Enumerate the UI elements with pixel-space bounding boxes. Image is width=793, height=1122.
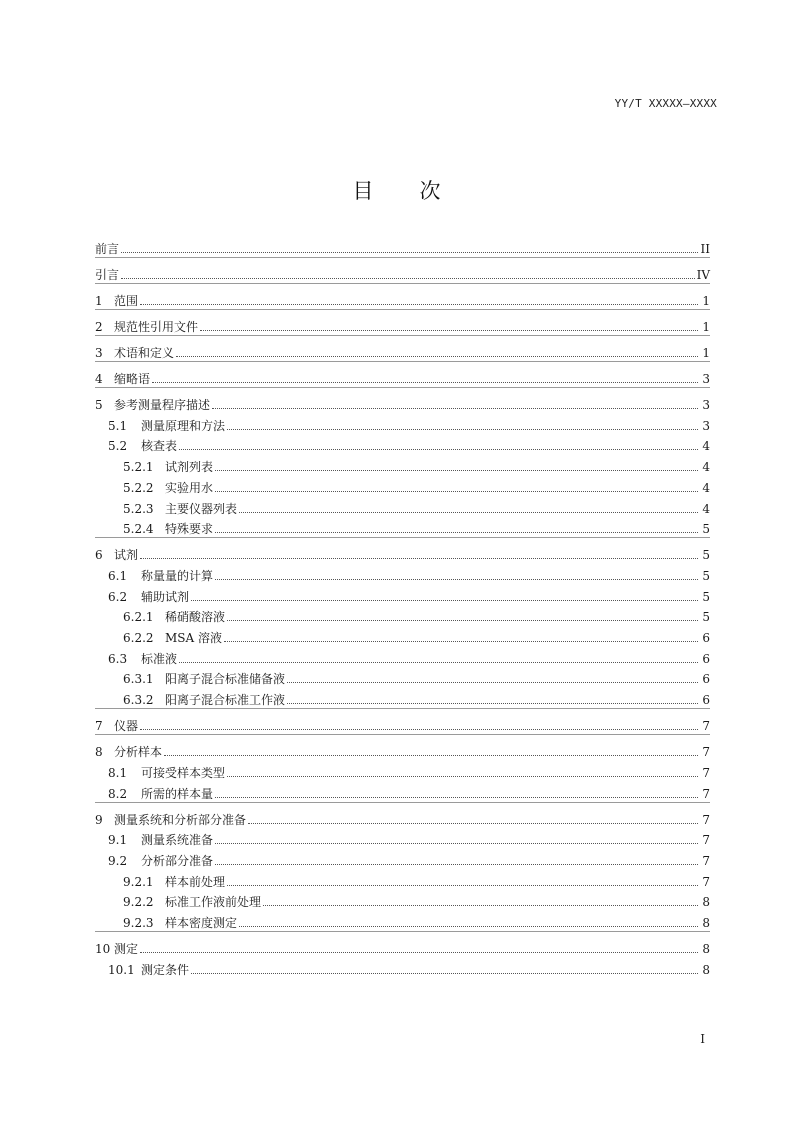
dot-leader [140,557,698,559]
dot-leader [227,619,698,621]
toc-entry-page: 8 [702,916,710,930]
toc-entry[interactable] [95,765,710,781]
toc-separator [95,387,710,388]
toc-entry-page: 1 [702,346,710,360]
toc-entry-label: 前言 [95,242,120,256]
toc-entry-page: 3 [702,398,710,412]
dot-leader [287,681,698,683]
toc-entry-number: 10 [95,942,111,956]
toc-entry-number: 8 [95,745,103,760]
toc-entry-page: 5 [702,522,710,537]
toc-entry-number: 9.2.3 [123,916,154,930]
toc-entry-page: 6 [702,631,710,645]
toc-entry-label: 试剂 [114,548,139,563]
title-char-2: 次 [419,179,441,203]
toc-entry-number: 6.3.2 [123,693,154,708]
toc-entry[interactable] [95,241,710,257]
toc-separator [95,802,710,803]
toc-separator [95,283,710,284]
toc-entry-page: 7 [702,745,710,760]
toc-entry-page: 4 [702,439,710,454]
dot-leader [191,599,698,601]
dot-leader [287,702,698,704]
toc-entry-label: 分析部分准备 [141,853,214,868]
toc-entry-number: 2 [95,320,103,334]
toc-entry-page: 7 [702,874,710,889]
toc-separator [95,309,710,310]
page-title [0,175,793,205]
dot-leader [239,511,698,513]
dot-leader [179,661,698,663]
title-char-1: 目 [352,179,374,203]
toc-separator [95,361,710,362]
toc-entry-label: 规范性引用文件 [114,320,199,334]
toc-entry-number: 6.3 [108,651,128,666]
dot-leader [215,578,698,580]
toc-entry-page: 3 [702,418,710,433]
toc-entry-label: 称量量的计算 [141,568,214,583]
toc-entry-number: 6 [95,548,103,563]
dot-leader [140,728,698,730]
toc-entry-label: 引言 [95,268,120,282]
toc-entry-label: 参考测量程序描述 [114,398,211,412]
toc-entry-number: 6.1 [108,568,128,583]
toc-entry-number: 4 [95,372,103,386]
dot-leader [224,640,698,642]
toc-entry-page: 4 [702,460,710,475]
toc-entry-page: 3 [702,372,710,386]
toc-entry-label: 试剂列表 [165,460,214,475]
dot-leader [152,381,698,383]
dot-leader [227,775,698,777]
toc-entry-page: 7 [702,719,710,734]
toc-entry-label: 样本前处理 [165,874,226,889]
toc-entry-page: 5 [702,589,710,604]
toc-entry-page: 1 [702,320,710,334]
dot-leader [191,972,698,974]
toc-entry-label: 测量原理和方法 [141,418,226,433]
toc-entry-page: 5 [702,610,710,625]
toc-entry-label: 术语和定义 [114,346,175,360]
toc-entry-label: 阳离子混合标准储备液 [165,672,286,687]
dot-leader [140,951,698,953]
toc-entry[interactable] [95,812,710,828]
dot-leader [164,754,698,756]
toc-entry-label: 特殊要求 [165,522,214,537]
dot-leader [200,329,698,331]
dot-leader [215,531,698,533]
toc-entry-label: 核查表 [141,439,178,454]
toc-entry-page: 8 [702,962,710,977]
toc-entry-page: 7 [702,833,710,848]
toc-entry[interactable] [95,915,710,931]
page-number: I [700,1032,705,1046]
toc-separator [95,931,710,932]
toc-entry[interactable] [95,853,710,869]
toc-entry[interactable] [95,501,710,517]
toc-separator [95,734,710,735]
toc-entry-label: 测量系统准备 [141,833,214,848]
toc-entry[interactable] [95,589,710,605]
toc-entry-label: 缩略语 [114,372,151,386]
toc-entry-label: 测定 [114,942,139,956]
toc-entry-number: 7 [95,719,103,734]
toc-entry-label: 辅助试剂 [141,589,190,604]
toc-entry-page: 7 [702,812,710,827]
dot-leader [212,407,698,409]
toc-entry[interactable] [95,319,710,335]
toc-entry[interactable] [95,459,710,475]
toc-separator [95,335,710,336]
toc-entry[interactable] [95,744,710,760]
toc-entry-number: 8.2 [108,786,128,801]
toc-entry-label: 范围 [114,294,139,308]
toc-entry[interactable] [95,630,710,646]
toc-entry-page: 7 [702,853,710,868]
toc-entry[interactable] [95,397,710,413]
dot-leader [227,428,698,430]
toc-entry-number: 1 [95,294,103,308]
dot-leader [248,822,698,824]
dot-leader [215,469,698,471]
toc-entry-number: 5 [95,398,103,412]
toc-entry-number: 9.2.1 [123,874,154,889]
toc-entry-label: 标准液 [141,651,178,666]
toc-entry-number: 6.2.2 [123,631,154,645]
toc-entry[interactable] [95,941,710,957]
toc-entry-label: 可接受样本类型 [141,765,226,780]
toc-entry-page: 8 [702,942,710,956]
toc-entry[interactable] [95,718,710,734]
toc-entry-page: 1 [702,294,710,308]
toc-separator [95,537,710,538]
toc-entry-label: 测量系统和分析部分准备 [114,812,247,827]
dot-leader [227,884,698,886]
toc-entry-label: MSA 溶液 [165,631,222,645]
toc-entry-number: 9.1 [108,833,128,848]
toc-entry[interactable] [95,438,710,454]
toc-entry-number: 5.2.2 [123,480,154,495]
toc-entry[interactable] [95,568,710,584]
toc-entry-page: 6 [702,693,710,708]
toc-entry-page: 4 [702,501,710,516]
toc-entry-number: 5.2.1 [123,460,154,475]
toc-entry[interactable] [95,480,710,496]
toc-entry-page: 7 [702,765,710,780]
toc-entry[interactable] [95,609,710,625]
dot-leader [121,251,698,253]
dot-leader [140,303,698,305]
toc-separator [95,257,710,258]
toc-entry[interactable] [95,894,710,910]
toc-entry-label: 样本密度测定 [165,916,238,930]
dot-leader [239,925,698,927]
toc-entry-page: 7 [702,786,710,801]
toc-entry-number: 6.3.1 [123,672,154,687]
dot-leader [121,277,695,279]
toc-entry-number: 9 [95,812,103,827]
standard-code: YY/T XXXXX—XXXX [614,97,717,110]
toc-entry-number: 5.2.4 [123,522,154,537]
toc-entry[interactable] [95,962,710,978]
toc-entry[interactable] [95,671,710,687]
toc-entry-label: 所需的样本量 [141,786,214,801]
toc-entry[interactable] [95,521,710,537]
toc-entry-page: 4 [702,480,710,495]
toc-entry-page: 6 [702,672,710,687]
dot-leader [263,904,698,906]
toc-entry-number: 5.2.3 [123,501,154,516]
toc-entry[interactable] [95,692,710,708]
toc-entry-label: 标准工作液前处理 [165,895,262,910]
toc-entry-label: 分析样本 [114,745,163,760]
toc-entry-number: 5.2 [108,439,128,454]
toc-entry-number: 6.2.1 [123,610,154,625]
toc-entry-number: 6.2 [108,589,128,604]
dot-leader [215,796,698,798]
toc-entry[interactable] [95,293,710,309]
toc-entry-label: 仪器 [114,719,139,734]
toc-entry[interactable] [95,651,710,667]
toc-entry[interactable] [95,418,710,434]
toc-entry-number: 9.2.2 [123,895,154,910]
toc-entry-number: 9.2 [108,853,128,868]
toc-entry[interactable] [95,832,710,848]
toc-separator [95,708,710,709]
toc-entry-number: 3 [95,346,103,360]
toc-entry-page: IV [696,268,710,282]
toc-entry-page: 5 [702,548,710,563]
toc-entry-label: 主要仪器列表 [165,501,238,516]
toc-entry-page: 6 [702,651,710,666]
toc-entry[interactable] [95,786,710,802]
toc-entry-label: 稀硝酸溶液 [165,610,226,625]
toc-entry[interactable] [95,874,710,890]
toc-entry-page: 8 [702,895,710,910]
dot-leader [176,355,698,357]
toc-entry-number: 10.1 [108,962,135,977]
toc-entry[interactable] [95,345,710,361]
dot-leader [215,490,698,492]
toc-entry-number: 8.1 [108,765,128,780]
toc-entry-label: 实验用水 [165,480,214,495]
toc-entry[interactable] [95,547,710,563]
toc-entry[interactable] [95,267,710,283]
toc-entry-number: 5.1 [108,418,128,433]
toc-entry-label: 测定条件 [141,962,190,977]
dot-leader [179,448,698,450]
toc-entry[interactable] [95,371,710,387]
toc-entry-page: II [700,242,710,256]
dot-leader [215,863,698,865]
toc-entry-label: 阳离子混合标准工作液 [165,693,286,708]
toc-entry-page: 5 [702,568,710,583]
dot-leader [215,842,698,844]
